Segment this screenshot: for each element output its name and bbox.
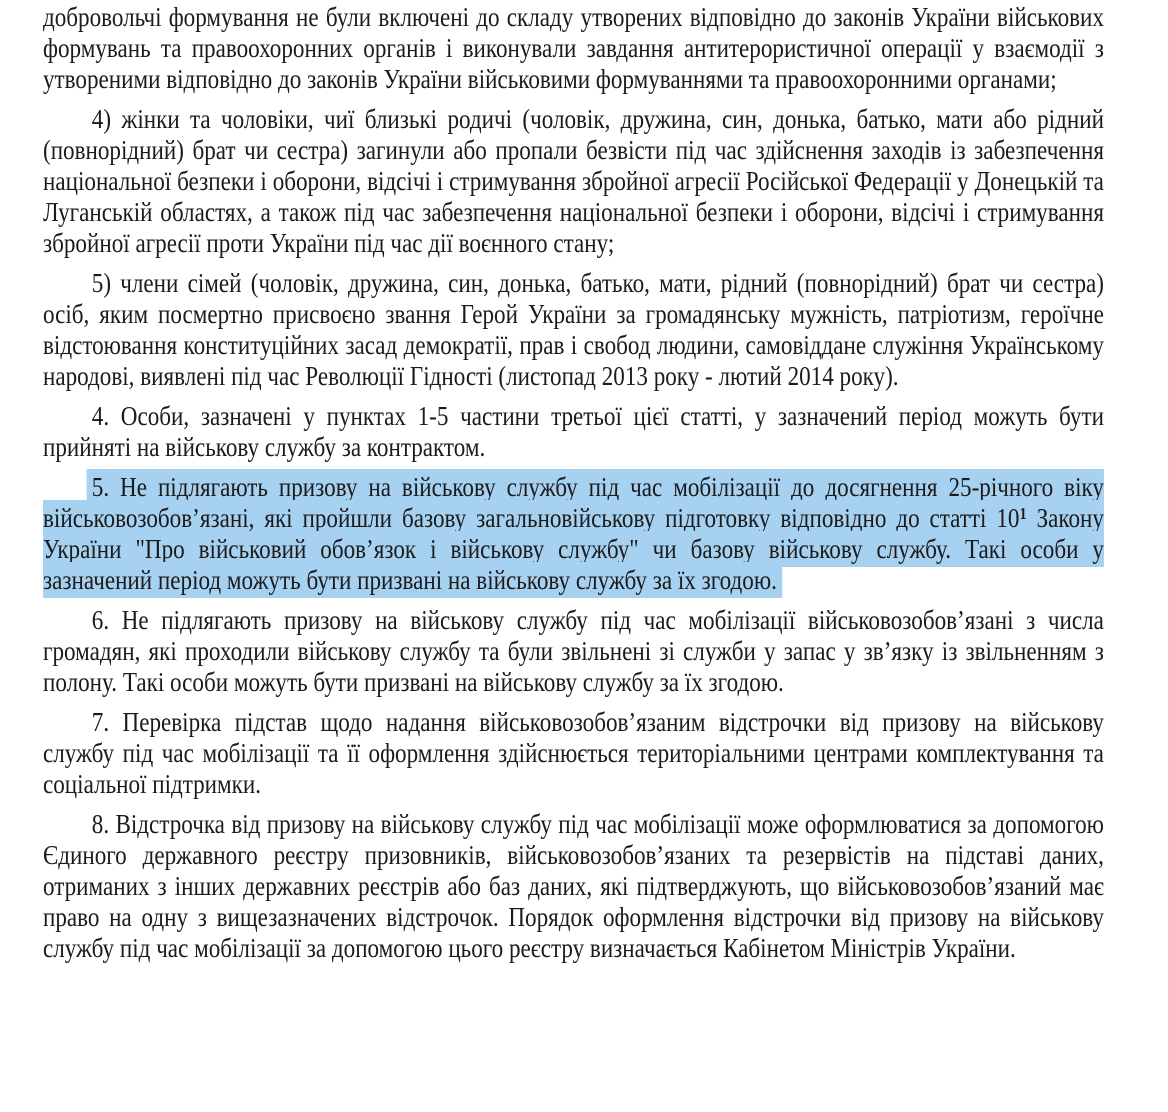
paragraph-part-4: 4. Особи, зазначені у пунктах 1-5 частини третьої цієї статті, у зазначений період можуть бути прийняті на військову службу за контрактом. [43,401,1104,462]
paragraph-item-4: 4) жінки та чоловіки, чиї близькі родичі (чоловік, дружина, син, донька, батько, мати або рідний (повнорідний) брат чи сестра) загинули або пропали безвісти під час здійснення заходів із забезпечення національної безпеки і оборони, відсічі і стримування збройної агресії Російської Федерації у Донецькій та Луганській областях, а також під час забезпечення національної безпеки і оборони, відсічі і стримування збройної агресії проти України під час дії воєнного стану; [43,104,1104,258]
superscript-article-number: 1 [1019,504,1027,524]
paragraph-item-5: 5) члени сімей (чоловік, дружина, син, донька, батько, мати, рідний (повнорідний) брат чи сестра) осіб, яким посмертно присвоєно звання Герой України за громадянську мужність, патріотизм, героїчне відстоювання конституційних засад демократії, прав і свобод людини, самовіддане служіння Українському народові, виявлені під час Революції Гідності (листопад 2013 року - лютий 2014 року). [43,268,1104,391]
paragraph-part-5-highlighted [43,472,1104,596]
highlighted-text-after-superscript: Закону України "Про військовий обов’язок і військову службу" чи базову військову службу. Такі особи у зазначений період можуть бути призвані на військову службу за їх згодою. [43,503,1104,595]
paragraph-part-8: 8. Відстрочка від призову на військову службу під час мобілізації може оформлюватися за допомогою Єдиного державного реєстру призовників, військовозобов’язаних та резервістів на підставі даних, отриманих з інших державних реєстрів або баз даних, які підтверджують, що військовозобов’язаний має право на одну з вищезазначених відстрочок. Порядок оформлення відстрочки від призову на військову службу під час мобілізації за допомогою цього реєстру визначається Кабінетом Міністрів України. [43,809,1104,963]
paragraph-part-7: 7. Перевірка підстав щодо надання військовозобов’язаним відстрочки від призову на військову службу під час мобілізації та її оформлення здійснюється територіальними центрами комплектування та соціальної підтримки. [43,707,1104,799]
highlighted-text-before-superscript: 5. Не підлягають призову на військову службу під час мобілізації до досягнення 25-річного віку військовозобов’язані, які пройшли базову загальновійськову підготовку відповідно до статті 10 [43,472,1104,533]
paragraph-continuation: добровольчі формування не були включені до складу утворених відповідно до законів України військових формувань та правоохоронних органів і виконували завдання антитерористичної операції у взаємодії з утвореними відповідно до законів України військовими формуваннями та правоохоронними органами; [43,2,1104,94]
paragraph-part-6: 6. Не підлягають призову на військову службу під час мобілізації військовозобов’язані з числа громадян, які проходили військову службу та були звільнені зі служби у запас у зв’язку із звільненням з полону. Такі особи можуть бути призвані на військову службу за їх згодою. [43,605,1104,697]
text-selection-highlight [43,469,1104,598]
document-text-block [43,2,1104,964]
